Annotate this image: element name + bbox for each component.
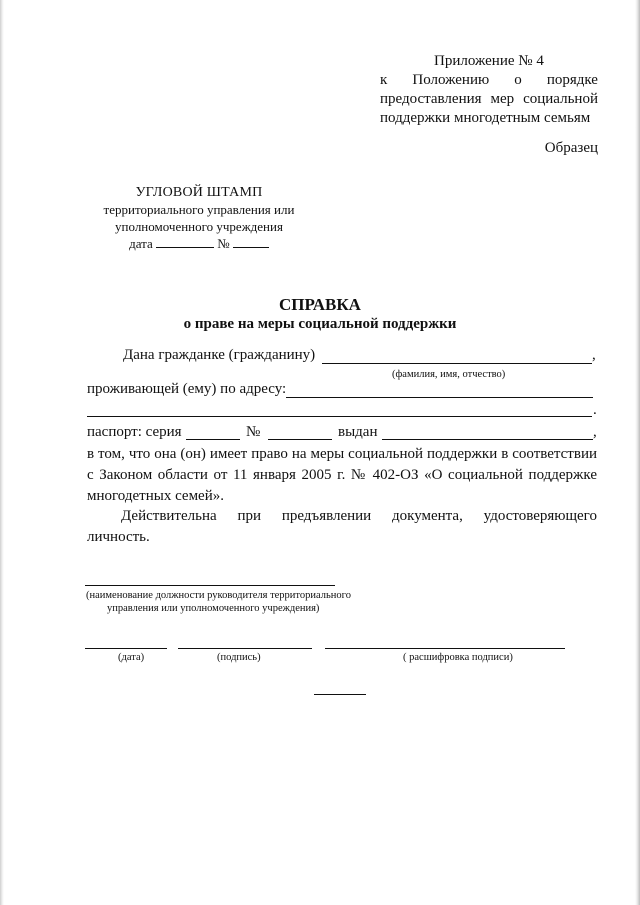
address-label: проживающей (ему) по адресу: [87,381,287,397]
statement-paragraph: в том, что она (он) имеет право на меры социальной поддержки в соответствии с Законом области от 11 января 2005 г. № 402-ОЗ «О социальной поддержке многодетных семей». [87,446,597,504]
stamp-date-row [92,235,306,252]
stamp-line-2: территориального управления или [103,202,295,217]
signature-caption: (подпись) [217,652,261,663]
issued-to-label: Дана гражданке (гражданину) [123,347,316,363]
appendix-word: предоставления [380,91,482,107]
appendix-title: Приложение № 4 [434,53,544,69]
passport-series-label: паспорт: серия [87,424,182,440]
full-name-field[interactable] [322,363,592,364]
issued-by-label: выдан [338,424,378,440]
appendix-line-1 [380,71,598,90]
validity-line-2: личность. [87,529,150,545]
position-field[interactable] [85,585,335,586]
validity-paragraph [87,508,597,546]
validity-line-1 [87,508,597,525]
address-field-line-2[interactable] [87,416,592,417]
stamp-date-blank [156,236,214,248]
stamp-line-3: уполномоченного учреждения [115,219,283,234]
corner-stamp [92,184,306,252]
full-name-caption: (фамилия, имя, отчество) [392,369,506,380]
signature-field[interactable] [178,648,312,649]
passport-number-field[interactable] [268,439,332,440]
signature-decoding-field[interactable] [325,648,565,649]
stamp-title: УГЛОВОЙ ШТАМП [135,185,263,200]
validity-word: документа, [392,508,463,524]
validity-word: Действительна [121,508,217,524]
passport-series-field[interactable] [186,439,240,440]
position-caption-line-1: (наименование должности руководителя территориального [86,590,351,601]
sample-label: Образец [544,140,598,156]
position-caption-line-2: управления или уполномоченного учреждения) [107,603,320,614]
appendix-word: социальной [523,91,598,107]
signature-decoding-caption: ( расшифровка подписи) [403,652,513,663]
appendix-word: к [380,72,388,88]
validity-word: при [237,508,262,524]
validity-word: предъявлении [281,508,372,524]
validity-word: удостоверяющего [483,508,597,524]
issued-by-field[interactable] [382,439,593,440]
appendix-word: Положению [412,72,490,88]
appendix-line-3: поддержки многодетным семьям [380,110,591,126]
stamp-date-label: дата [129,236,153,251]
appendix-word: мер [490,91,515,107]
appendix-word: порядке [546,72,598,88]
address-field-line-1[interactable] [286,397,593,398]
period-mark: . [593,402,597,418]
scan-edge-left [0,0,4,905]
document-title: СПРАВКА [279,295,361,314]
stamp-number-label: № [217,236,230,251]
signature-date-field[interactable] [85,648,167,649]
passport-number-label: № [246,424,261,440]
closing-divider [314,694,366,695]
appendix-block [380,52,598,128]
appendix-line-2 [380,90,598,109]
comma-mark: , [593,424,597,440]
appendix-word: о [514,72,522,88]
signature-date-caption: (дата) [118,652,145,663]
scan-edge-right [635,0,640,905]
document-subtitle: о праве на меры социальной поддержки [183,316,457,332]
comma-mark: , [592,347,596,363]
stamp-number-blank [233,236,269,248]
